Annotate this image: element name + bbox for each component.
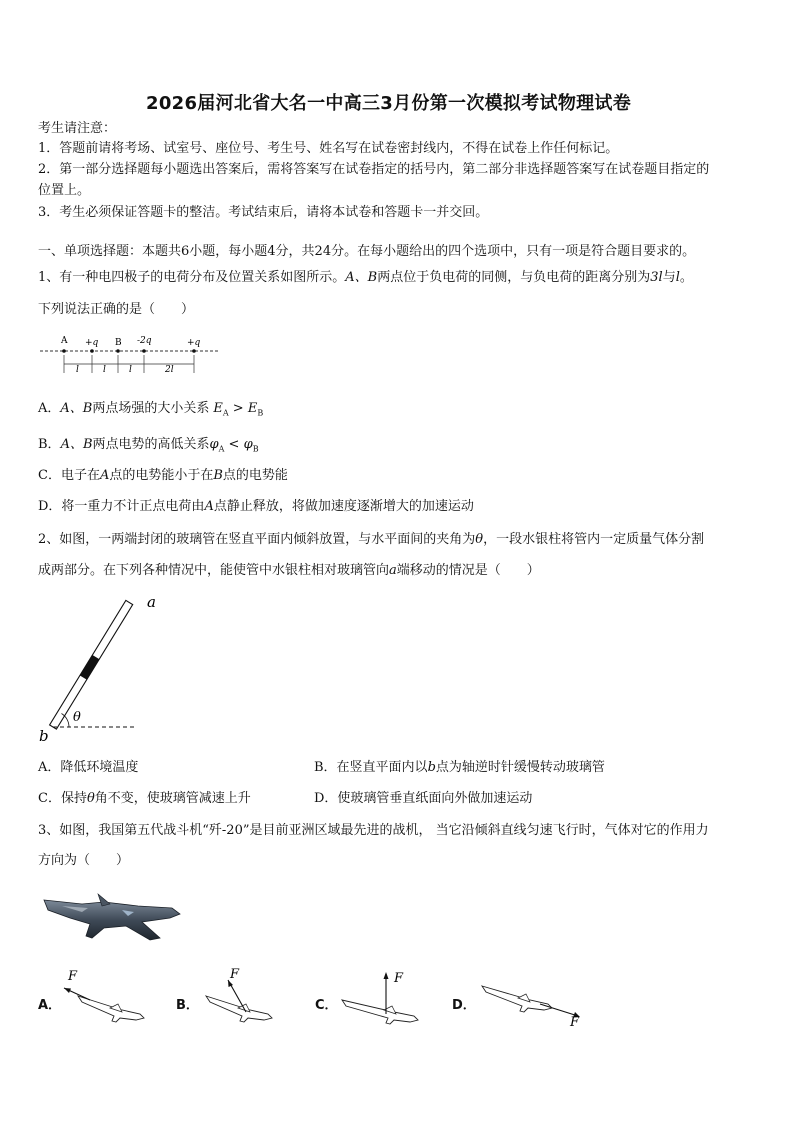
q3-option-C-label[interactable]: C． xyxy=(315,998,338,1013)
segment-label-3: l xyxy=(129,365,132,375)
label-B: B xyxy=(115,338,122,348)
jet-outline-C xyxy=(342,1000,418,1024)
jet-outline-A xyxy=(78,996,144,1022)
force-label-D: F xyxy=(570,1015,580,1030)
label-plus-q: +q xyxy=(85,338,99,348)
segment-label-4: 2l xyxy=(165,365,174,375)
q3-option-B-label[interactable]: B． xyxy=(176,998,199,1013)
charge-minus-2q-dot xyxy=(142,349,146,353)
segment-label-1: l xyxy=(76,365,79,375)
force-label-C: F xyxy=(394,971,404,986)
q3-option-A-label[interactable]: A． xyxy=(38,998,62,1013)
q3-option-B-figure[interactable] xyxy=(198,966,288,1026)
q3-option-D-label[interactable]: D． xyxy=(452,998,476,1013)
notice-heading: 考生请注意： xyxy=(38,121,117,136)
q2-option-C[interactable]: C．保持θ角不变，使玻璃管减速上升 xyxy=(38,791,251,806)
q1-option-B[interactable]: B．A、B两点电势的高低关系$\varphi_A < \varphi_B$ xyxy=(38,437,259,454)
q1-text-2: 两点位于负电荷的同侧，与负电荷的距离分别为 xyxy=(377,270,651,285)
question-1-prompt: 下列说法正确的是（ ） xyxy=(38,302,195,317)
q1-option-C[interactable]: C．电子在A点的电势能小于在B点的电势能 xyxy=(38,468,288,483)
q3-option-C-figure[interactable] xyxy=(338,966,438,1026)
notice-item-2: 2．第一部分选择题每小题选出答案后，需将答案写在试卷指定的括号内，第二部分非选择题答案写在试卷题目指定的 xyxy=(38,162,710,177)
force-label-B: F xyxy=(230,967,240,982)
label-A: A xyxy=(61,336,68,346)
point-A-dot xyxy=(62,349,66,353)
q1-option-D[interactable]: D．将一重力不计正点电荷由A点静止释放，将做加速度逐渐增大的加速运动 xyxy=(38,499,474,514)
question-2-stem-2: 成两部分。在下列各种情况中，能使管中水银柱相对玻璃管向a端移动的情况是（ ） xyxy=(38,563,540,578)
q1-distance-l: l xyxy=(675,270,680,285)
q3-option-D-figure[interactable] xyxy=(478,966,588,1030)
q1-text: 1、有一种电四极子的电荷分布及位置关系如图所示。 xyxy=(38,270,346,285)
page-title: 2026届河北省大名一中高三3月份第一次模拟考试物理试卷 xyxy=(146,93,632,114)
label-minus-2q: -2q xyxy=(137,336,152,346)
angle-theta-label: θ xyxy=(73,710,81,725)
question-3-stem-2: 方向为（ ） xyxy=(38,853,130,868)
point-B-dot xyxy=(116,349,120,353)
q3-option-A-figure[interactable] xyxy=(60,966,150,1026)
charge-line-figure xyxy=(40,333,220,378)
notice-item-1: 1．答题前请将考场、试室号、座位号、考生号、姓名写在试卷密封线内，不得在试卷上作任何标记。 xyxy=(38,141,619,156)
q1-text-3: 与 xyxy=(662,270,676,285)
q2-option-B[interactable]: B．在竖直平面内以b点为轴逆时针缓慢转动玻璃管 xyxy=(314,760,605,775)
charge-plus-q-2-dot xyxy=(192,349,196,353)
tube-end-b-label: b xyxy=(39,727,49,745)
question-3-stem-1: 3、如图，我国第五代战斗机“歼-20”是目前亚洲区域最先进的战机， 当它沿倾斜直线匀速飞行时，气体对它的作用力 xyxy=(38,823,709,838)
q2-option-D[interactable]: D．使玻璃管垂直纸面向外做加速运动 xyxy=(314,791,533,806)
q1-points: A、B xyxy=(345,270,378,285)
j20-fighter-image xyxy=(42,888,182,948)
question-1-stem xyxy=(38,270,693,286)
question-2-stem-1: 2、如图，一两端封闭的玻璃管在竖直平面内倾斜放置，与水平面间的夹角为θ，一段水银柱将管内一定质量气体分割 xyxy=(38,532,705,547)
q2-option-A[interactable]: A．降低环境温度 xyxy=(38,760,139,775)
force-label-A: F xyxy=(68,969,78,984)
jet-outline-D xyxy=(482,986,552,1012)
q1-text-4: 。 xyxy=(679,270,693,285)
q1-distance-3l: 3l xyxy=(650,270,663,285)
notice-item-3: 3．考生必须保证答题卡的整洁。考试结束后，请将本试卷和答题卡一并交回。 xyxy=(38,205,489,220)
segment-label-2: l xyxy=(103,365,106,375)
q1-option-A[interactable]: A．A、B两点场强的大小关系 $E_A > E_B$ xyxy=(38,401,264,418)
section-heading: 一、单项选择题：本题共6小题，每小题4分，共24分。在每小题给出的四个选项中，只有一项是符合题目要求的。 xyxy=(38,244,696,259)
glass-tube-figure xyxy=(35,595,175,745)
tube-end-a-label: a xyxy=(147,593,156,611)
label-plus-q-2: +q xyxy=(187,338,201,348)
notice-item-2-cont: 位置上。 xyxy=(38,183,91,198)
charge-plus-q-dot xyxy=(90,349,94,353)
